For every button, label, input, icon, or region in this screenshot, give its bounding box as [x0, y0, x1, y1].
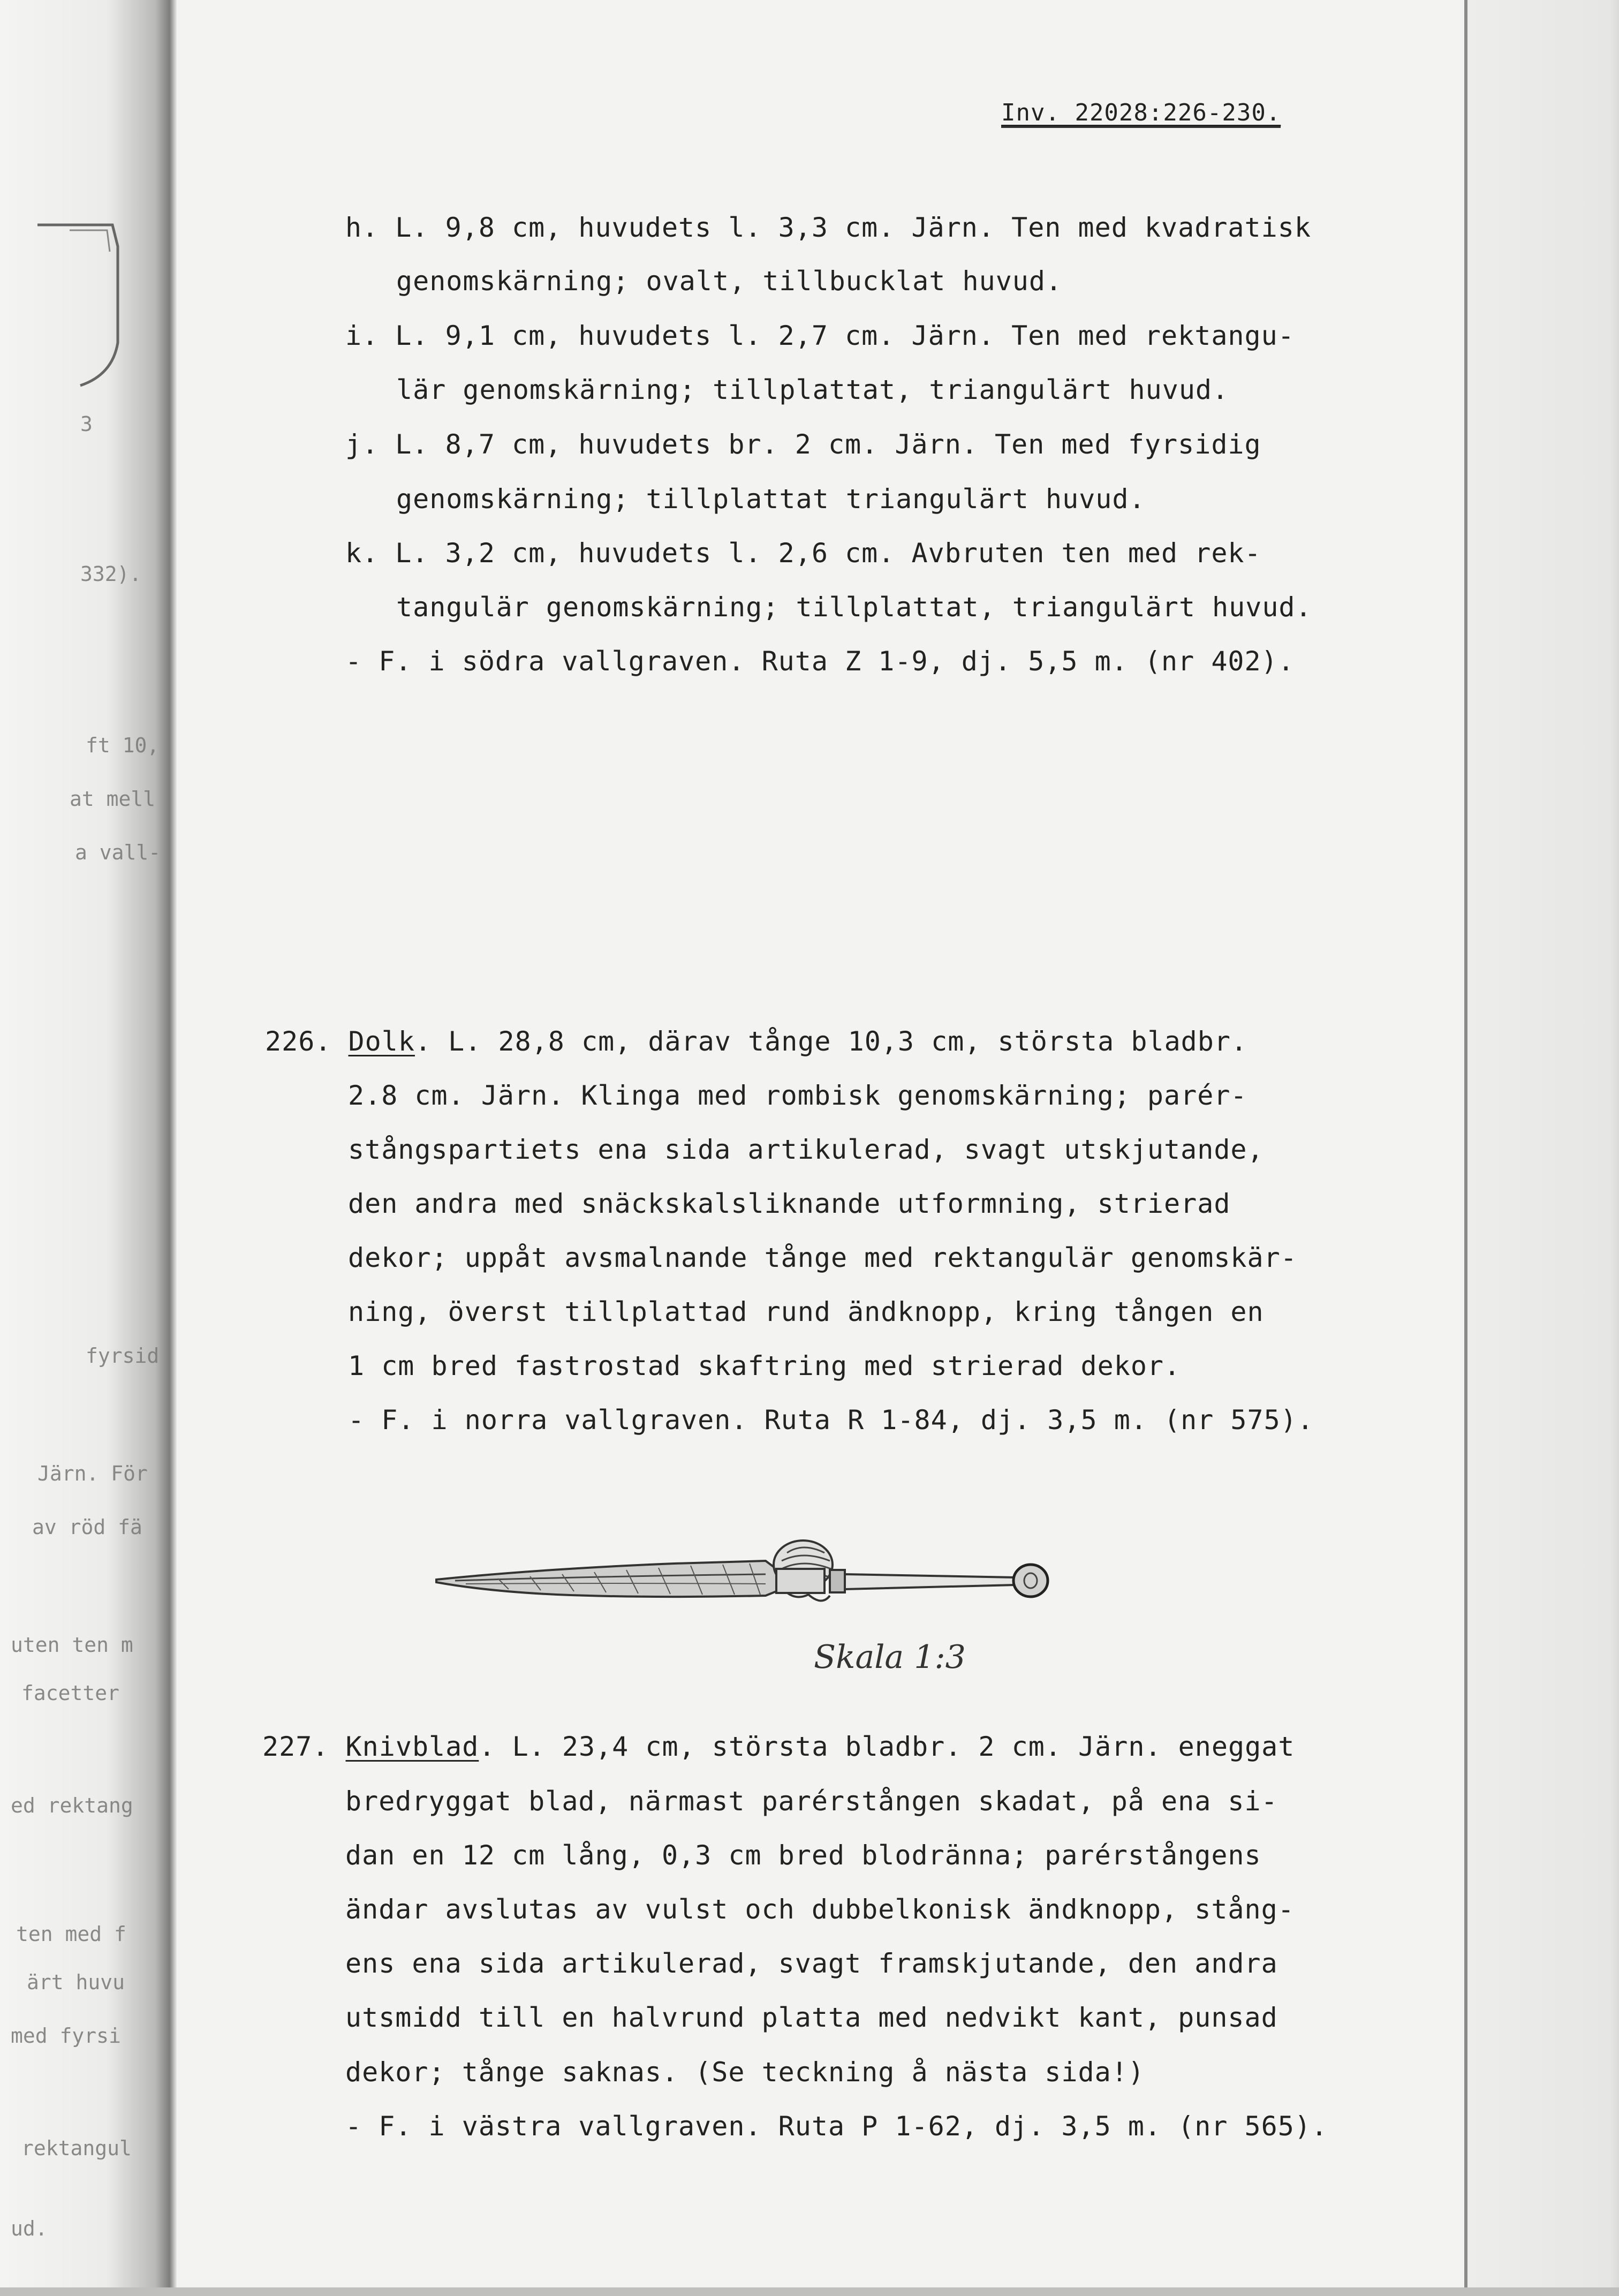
page-bottom-edge: [0, 2287, 1619, 2296]
entry-227-line-7: dekor; tånge saknas. (Se teckning å nästa sida!): [345, 2057, 1145, 2088]
bleed-fragment: ärt huvu: [27, 1970, 125, 1994]
entry-226-line-5: dekor; uppåt avsmalnande tånge med rektangulär genomskär-: [348, 1242, 1297, 1273]
bleed-fragment: ud.: [11, 2217, 48, 2240]
bleed-fragment: rektangul: [21, 2136, 132, 2160]
bleed-fragment: 3: [80, 412, 93, 436]
entry-i-line-1: i. L. 9,1 cm, huvudets l. 2,7 cm. Järn. Ten med rektangu-: [345, 320, 1295, 351]
bleed-fragment: ed rektang: [11, 1794, 133, 1817]
entry-k-line-1: k. L. 3,2 cm, huvudets l. 2,6 cm. Avbruten ten med rek-: [345, 538, 1261, 569]
entry-227-first-rest: . L. 23,4 cm, största bladbr. 2 cm. Järn. eneggat: [479, 1731, 1295, 1762]
entry-h-line-1: h. L. 9,8 cm, huvudets l. 3,3 cm. Järn. Ten med kvadratisk: [345, 212, 1311, 243]
bleed-fragment: ft 10,: [86, 734, 160, 757]
scale-note: Skala 1:3: [814, 1638, 966, 1676]
entry-227-line-2: bredryggat blad, närmast parérstången skadat, på ena si-: [345, 1786, 1278, 1817]
dagger-illustration: [434, 1531, 1076, 1622]
entry-226-line-4: den andra med snäckskalsliknande utformning, strierad: [348, 1188, 1231, 1219]
entry-j-line-2: genomskärning; tillplattat triangulärt huvud.: [396, 484, 1146, 515]
bleed-fragment: Järn. För: [37, 1462, 148, 1485]
entry-226-title: Dolk: [348, 1026, 415, 1057]
bleed-fragment: facetter: [21, 1681, 120, 1705]
entry-j-line-1: j. L. 8,7 cm, huvudets br. 2 cm. Järn. Ten med fyrsidig: [345, 429, 1261, 460]
entry-227-number: 227.: [262, 1731, 329, 1762]
entry-i-line-2: lär genomskärning; tillplattat, triangulärt huvud.: [396, 374, 1229, 405]
entry-k-line-2: tangulär genomskärning; tillplattat, triangulärt huvud.: [396, 592, 1312, 623]
page-right-edge: [1464, 0, 1619, 2296]
inventory-number: Inv. 22028:226-230.: [1001, 99, 1281, 126]
entry-227-line-6: utsmidd till en halvrund platta med nedvikt kant, punsad: [345, 2002, 1278, 2033]
bleed-fragment: uten ten m: [11, 1633, 133, 1657]
entry-227-line-3: dan en 12 cm lång, 0,3 cm bred blodränna; parérstångens: [345, 1840, 1261, 1871]
bleed-fragment: av röd fä: [32, 1515, 142, 1539]
entry-226-number: 226.: [265, 1026, 332, 1057]
document-page: [177, 0, 1464, 2287]
find-location-402: - F. i södra vallgraven. Ruta Z 1-9, dj. 5,5 m. (nr 402).: [345, 646, 1295, 677]
entry-226-line-1: [265, 1025, 1247, 1058]
bleed-fragment: a vall-: [75, 841, 161, 864]
bleed-fragment: 332).: [80, 562, 142, 586]
entry-227-find-location: - F. i västra vallgraven. Ruta P 1-62, dj. 3,5 m. (nr 565).: [345, 2111, 1328, 2142]
entry-226-line-7: 1 cm bred fastrostad skaftring med strierad dekor.: [348, 1350, 1181, 1381]
entry-226-first-rest: . L. 28,8 cm, därav tånge 10,3 cm, största bladbr.: [414, 1026, 1248, 1057]
entry-226-line-2: 2.8 cm. Järn. Klinga med rombisk genomskärning; parér-: [348, 1080, 1247, 1111]
entry-227-line-4: ändar avslutas av vulst och dubbelkonisk ändknopp, stång-: [345, 1894, 1295, 1925]
entry-227-title: Knivblad: [345, 1731, 479, 1762]
entry-227-line-1: [262, 1731, 1295, 1763]
previous-page-drawing-fragment: [32, 214, 128, 391]
entry-h-line-2: genomskärning; ovalt, tillbucklat huvud.: [396, 266, 1063, 297]
entry-226-find-location: - F. i norra vallgraven. Ruta R 1-84, dj. 3,5 m. (nr 575).: [348, 1404, 1314, 1436]
entry-226-line-3: stångspartiets ena sida artikulerad, svagt utskjutande,: [348, 1134, 1264, 1165]
entry-226-line-6: ning, överst tillplattad rund ändknopp, kring tången en: [348, 1296, 1264, 1327]
bleed-fragment: ten med f: [16, 1922, 126, 1946]
bleed-fragment: at mell: [70, 787, 156, 811]
dagger-drawing: [434, 1531, 1076, 1625]
bleed-fragment: fyrsid: [86, 1344, 160, 1368]
entry-227-line-5: ens ena sida artikulerad, svagt framskjutande, den andra: [345, 1948, 1278, 1979]
bleed-fragment: med fyrsi: [11, 2024, 121, 2048]
